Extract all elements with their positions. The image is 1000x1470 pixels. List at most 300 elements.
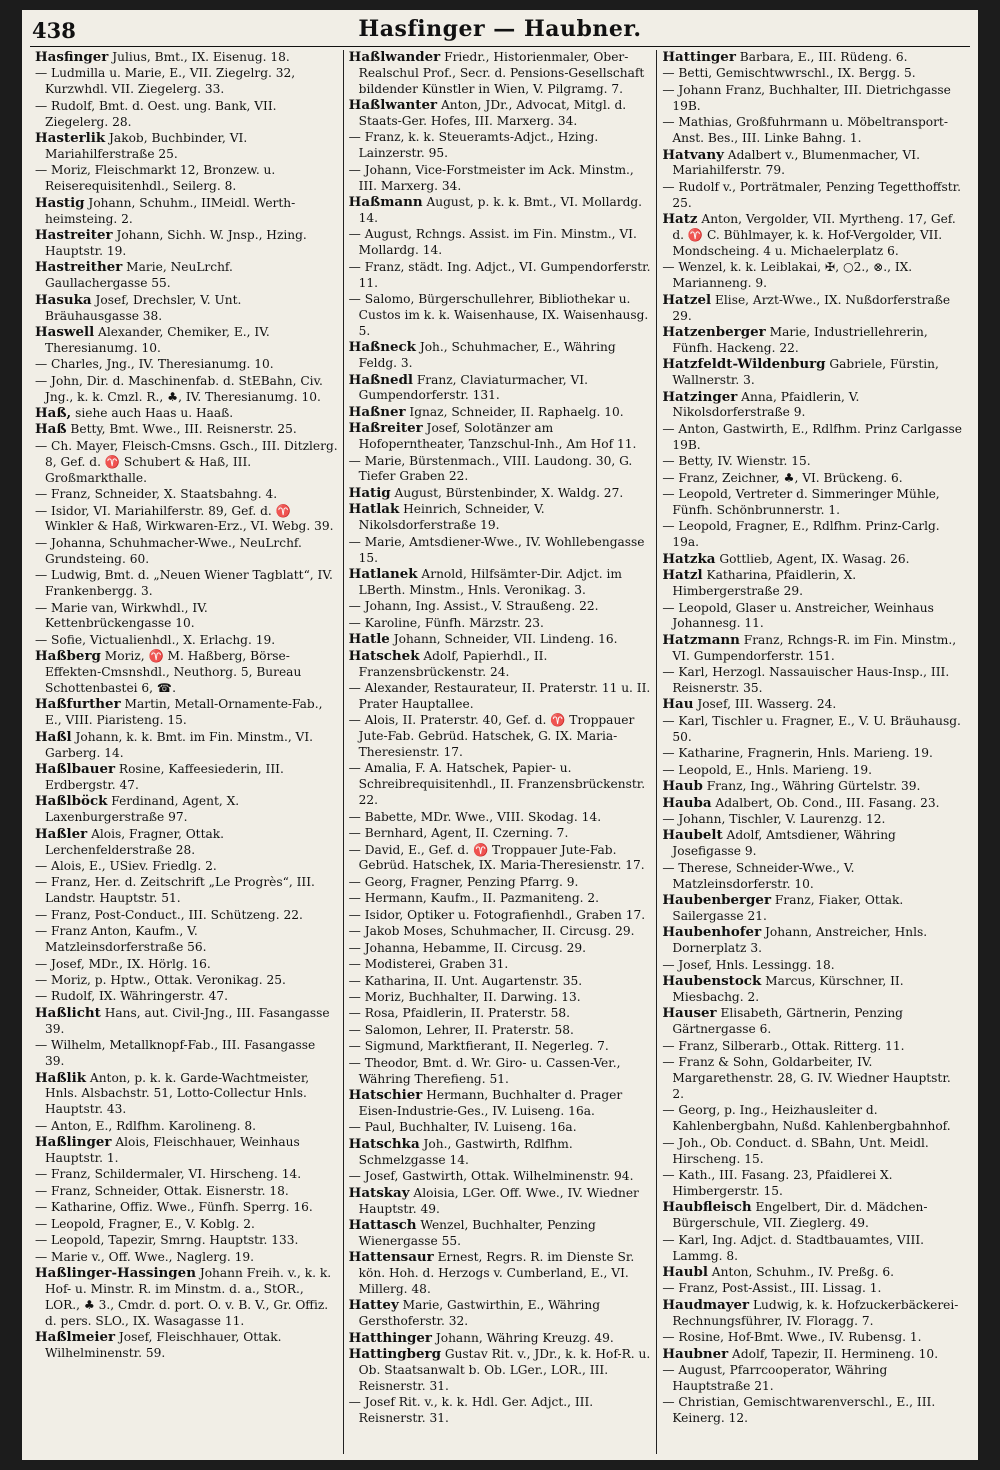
entry-details: Adalbert v., Blumenmacher, VI. Mariahilferstr. 79.: [672, 147, 920, 178]
entry-surname: Haßnedl: [348, 371, 413, 388]
directory-entry: [662, 633, 965, 665]
entry-surname: Haubfleisch: [662, 1199, 752, 1216]
entry-details: — Marie, Bürstenmach., VIII. Laudong. 30, G. Tiefer Graben 22.: [348, 453, 633, 484]
directory-entry: [349, 1006, 652, 1022]
directory-entry: [349, 1088, 652, 1120]
entry-details: — Franz, Zeichner, ♣, VI. Brückeng. 6.: [662, 470, 903, 485]
entry-surname: Hasterlik: [35, 130, 106, 147]
entry-surname: Haßlwanter: [348, 97, 438, 114]
entry-details: Wenzel, Buchhalter, Penzing Wienergasse 55.: [358, 1218, 596, 1248]
directory-entry: [349, 1218, 652, 1250]
directory-entry: [349, 130, 652, 162]
entry-details: Franz, Claviaturmacher, VI. Gumpendorferstr. 131.: [358, 372, 588, 403]
column-2: [344, 50, 658, 1454]
directory-entry: [349, 1250, 652, 1298]
directory-entry: [349, 1169, 652, 1185]
entry-surname: Haubenberger: [662, 892, 772, 909]
entry-details: — Leopold, Glaser u. Anstreicher, Weinhaus Johannesg. 11.: [662, 600, 934, 631]
directory-entry: [35, 1167, 338, 1183]
entry-details: Ignaz, Schneider, II. Raphaelg. 10.: [405, 404, 624, 419]
entry-details: — Franz, Her. d. Zeitschrift „Le Progrès“, III. Landstr. Hauptstr. 51.: [35, 875, 315, 906]
entry-surname: Haßreiter: [348, 420, 423, 437]
directory-entry: [662, 293, 965, 325]
entry-surname: Haßlinger-Hassingen: [35, 1265, 196, 1282]
directory-entry: [35, 859, 338, 875]
directory-entry: [349, 163, 652, 195]
directory-entry: [662, 1136, 965, 1168]
directory-entry: [662, 1395, 965, 1427]
entry-details: Aloisia, LGer. Off. Wwe., IV. Wiedner Hauptstr. 49.: [358, 1185, 639, 1216]
directory-entry: [35, 50, 338, 66]
entry-surname: Hatzfeldt-Wildenburg: [662, 356, 826, 373]
directory-entry: [349, 599, 652, 615]
directory-entry: [662, 357, 965, 389]
entry-details: Johann, Sichh. W. Jnsp., Hzing. Hauptstr. 19.: [45, 228, 307, 258]
entry-details: — Anton, Gastwirth, E., Rdlfhm. Prinz Carlgasse 19B.: [662, 421, 962, 452]
directory-entry: [662, 601, 965, 633]
entry-details: Jakob, Buchbinder, VI. Mariahilferstraße 25.: [45, 131, 248, 161]
directory-entry: [35, 1200, 338, 1216]
entry-details: Josef, III. Wasserg. 24.: [693, 697, 837, 712]
directory-entry: [349, 974, 652, 990]
entry-surname: Hatskay: [348, 1184, 410, 1201]
entry-surname: Hattensaur: [348, 1249, 434, 1266]
entry-details: — Karoline, Fünfh. Märzstr. 23.: [348, 615, 544, 630]
entry-surname: Haubenstock: [662, 973, 762, 990]
entry-details: — Ludwig, Bmt. d. „Neuen Wiener Tagblatt“, IV. Frankenbergg. 3.: [35, 568, 333, 599]
directory-entry: [35, 649, 338, 697]
entry-details: Josef, Drechsler, V. Unt. Bräuhausgasse 38.: [45, 292, 242, 323]
directory-entry: [35, 422, 338, 438]
entry-details: — Johann, Tischler, V. Laurenzg. 12.: [662, 812, 886, 827]
entry-details: — Charles, Jng., IV. Theresianumg. 10.: [35, 357, 274, 372]
directory-entry: [349, 567, 652, 599]
directory-entry: [662, 1265, 965, 1281]
directory-entry: [349, 227, 652, 259]
entry-details: Joh., Schuhmacher, E., Währing Feldg. 3.: [358, 340, 616, 371]
entry-details: Adolf, Amtsdiener, Währing Josefigasse 9.: [672, 828, 896, 859]
directory-entry: [349, 1331, 652, 1347]
directory-entry: [35, 357, 338, 373]
entry-details: Adolf, Tapezir, II. Hermineng. 10.: [728, 1346, 939, 1361]
directory-entry: [662, 1103, 965, 1135]
directory-entry: [35, 1071, 338, 1119]
entry-details: — Karl, Ing. Adjct. d. Stadtbauamtes, VIII. Lammg. 8.: [662, 1232, 925, 1263]
entry-details: — August, Pfarrcooperator, Währing Hauptstraße 21.: [662, 1363, 888, 1393]
directory-entry: [349, 632, 652, 648]
entry-surname: Hau: [662, 696, 694, 713]
entry-details: — Babette, MDr. Wwe., VIII. Skodag. 14.: [348, 809, 602, 824]
directory-entry: [662, 779, 965, 795]
entry-surname: Haßlik: [35, 1069, 87, 1086]
directory-entry: [35, 196, 338, 228]
entry-details: Betty, Bmt. Wwe., III. Reisnerstr. 25.: [66, 422, 297, 437]
directory-entry: [662, 325, 965, 357]
entry-surname: Haßl: [35, 728, 72, 745]
directory-entry: [349, 1039, 652, 1055]
entry-details: Josef, Solotänzer am Hofoperntheater, Tanzschul-Inh., Am Hof 11.: [358, 421, 637, 452]
entry-details: — Leopold, Fragner, E., Rdlfhm. Prinz-Carlg. 19a.: [662, 519, 940, 550]
directory-entry: [35, 827, 338, 859]
entry-details: — Rudolf v., Porträtmaler, Penzing Tegetthoffstr. 25.: [662, 179, 961, 210]
directory-entry: [662, 390, 965, 422]
entry-details: — Ch. Mayer, Fleisch-Cmsns. Gsch., III. Ditzlerg. 8, Gef. d. ♈ Schubert & Haß, III. Großmarkthalle.: [35, 438, 338, 485]
directory-entry: [349, 681, 652, 713]
directory-entry: [662, 1039, 965, 1055]
directory-entry: [349, 616, 652, 632]
entry-surname: Hatschier: [348, 1087, 423, 1104]
directory-entry: [662, 454, 965, 470]
entry-details: Gabriele, Fürstin, Wallnerstr. 3.: [672, 357, 939, 388]
entry-surname: Hattey: [348, 1297, 399, 1314]
entry-details: — Franz, Schildermaler, VI. Hirscheng. 14.: [35, 1167, 302, 1182]
directory-entry: [35, 163, 338, 195]
entry-details: — Johann Franz, Buchhalter, III. Dietrichgasse 19B.: [662, 82, 951, 113]
entry-details: — Rudolf, Bmt. d. Oest. ung. Bank, VII. Ziegelerg. 28.: [35, 98, 277, 129]
directory-entry: [662, 519, 965, 551]
entry-details: — Leopold, Fragner, E., V. Koblg. 2.: [35, 1216, 255, 1231]
directory-entry: [662, 1298, 965, 1330]
entry-details: Adolf, Papierhdl., II. Franzensbrückenstr. 24.: [358, 648, 548, 679]
directory-entry: [349, 486, 652, 502]
entry-details: — Ludmilla u. Marie, E., VII. Ziegelrg. 32, Kurzwhdl. VII. Ziegelerg. 33.: [35, 66, 296, 97]
entry-details: Anton, JDr., Advocat, Mitgl. d. Staats-Ger. Hofes, III. Marxerg. 34.: [358, 98, 627, 129]
directory-entry: [35, 875, 338, 907]
columns: [30, 50, 970, 1454]
entry-details: Elisabeth, Gärtnerin, Penzing Gärtnergasse 6.: [672, 1006, 903, 1037]
entry-surname: Haß: [35, 421, 67, 438]
entry-details: Johann, Anstreicher, Hnls. Dornerplatz 3.: [672, 925, 928, 956]
entry-details: — Franz, Post-Assist., III. Lissag. 1.: [662, 1281, 882, 1296]
entry-surname: Hattinger: [662, 50, 736, 65]
entry-details: Anton, Schuhm., IV. Preßg. 6.: [707, 1264, 894, 1279]
directory-entry: [35, 1330, 338, 1362]
directory-entry: [662, 1347, 965, 1363]
entry-details: — Theodor, Bmt. d. Wr. Giro- u. Cassen-Ver., Währing Therefieng. 51.: [348, 1055, 621, 1086]
entry-surname: Haßmann: [348, 194, 423, 211]
entry-details: Marie, NeuLrchf. Gaullachergasse 55.: [45, 260, 233, 291]
entry-details: Marie, Industriellehrerin, Fünfh. Hackeng. 22.: [672, 324, 928, 355]
directory-entry: [349, 50, 652, 98]
entry-surname: Haubner: [662, 1345, 729, 1362]
directory-entry: [35, 633, 338, 649]
entry-details: Anna, Pfaidlerin, V. Nikolsdorferstraße 9.: [672, 389, 860, 420]
entry-surname: Hattingberg: [348, 1346, 441, 1363]
column-3: [657, 50, 970, 1454]
directory-entry: [35, 1184, 338, 1200]
entry-details: — Johann, Ing. Assist., V. Straußeng. 22.: [348, 599, 599, 614]
directory-entry: [35, 228, 338, 260]
directory-entry: [349, 373, 652, 405]
directory-entry: [349, 195, 652, 227]
entry-details: — Paul, Buchhalter, IV. Luiseng. 16a.: [348, 1120, 577, 1135]
directory-entry: [349, 502, 652, 534]
entry-surname: Hasfinger: [35, 50, 109, 65]
entry-details: Josef, Fleischhauer, Ottak. Wilhelminenstr. 59.: [45, 1330, 282, 1361]
entry-details: — Isidor, VI. Mariahilferstr. 89, Gef. d. ♈ Winkler & Haß, Wirkwaren-Erz., VI. Webg. 39.: [35, 503, 334, 534]
entry-details: Ludwig, k. k. Hofzuckerbäckerei-Rechnungsführer, IV. Floragg. 7.: [672, 1297, 959, 1328]
directory-entry: [662, 1330, 965, 1346]
entry-details: — Franz, städt. Ing. Adjct., VI. Gumpendorferstr. 11.: [348, 259, 651, 290]
entry-details: — Anton, E., Rdlfhm. Karolineng. 8.: [35, 1118, 257, 1133]
entry-details: — Sofie, Victualienhdl., X. Erlachg. 19.: [35, 632, 276, 647]
entry-details: Johann, Währing Kreuzg. 49.: [431, 1330, 614, 1345]
directory-entry: [349, 1120, 652, 1136]
directory-entry: [35, 536, 338, 568]
directory-entry: [349, 843, 652, 875]
directory-entry: [35, 406, 338, 422]
entry-details: August, Bürstenbinder, X. Waldg. 27.: [390, 485, 624, 500]
directory-entry: [35, 1266, 338, 1329]
directory-entry: [35, 762, 338, 794]
directory-entry: [349, 292, 652, 340]
entry-details: Ferdinand, Agent, X. Laxenburgerstraße 97.: [45, 794, 240, 825]
entry-details: Gottlieb, Agent, IX. Wasag. 26.: [715, 551, 910, 566]
entry-surname: Haßlwander: [348, 50, 441, 65]
entry-details: — Johann, Vice-Forstmeister im Ack. Minstm., III. Marxerg. 34.: [348, 162, 634, 193]
directory-entry: [662, 1168, 965, 1200]
directory-entry: [35, 487, 338, 503]
entry-details: — Franz Anton, Kaufm., V. Matzleinsdorferstraße 56.: [35, 924, 207, 955]
entry-details: — Modisterei, Graben 31.: [348, 957, 509, 972]
page-header: [30, 16, 970, 47]
entry-details: — David, E., Gef. d. ♈ Troppauer Jute-Fab. Gebrüd. Hatschek, IX. Maria-Theresienstr. 17.: [348, 842, 645, 873]
entry-details: — Katharina, II. Unt. Augartenstr. 35.: [348, 973, 583, 988]
directory-entry: [35, 131, 338, 163]
entry-details: — Moriz, Fleischmarkt 12, Bronzew. u. Reiserequisitenhdl., Seilerg. 8.: [35, 163, 276, 194]
directory-entry: [35, 1233, 338, 1249]
directory-entry: [35, 439, 338, 487]
directory-entry: [349, 1137, 652, 1169]
directory-entry: [662, 796, 965, 812]
entry-details: — Leopold, Vertreter d. Simmeringer Mühle, Fünfh. Schönbrunnerstr. 1.: [662, 487, 940, 517]
entry-surname: Haßlbauer: [35, 761, 116, 778]
directory-entry: [662, 260, 965, 292]
directory-entry: [662, 828, 965, 860]
directory-entry: [662, 1233, 965, 1265]
entry-surname: Hatzinger: [662, 388, 738, 405]
entry-surname: Hatschek: [348, 647, 420, 664]
directory-entry: [35, 1217, 338, 1233]
directory-entry: [349, 826, 652, 842]
directory-entry: [349, 875, 652, 891]
entry-details: Franz, Rchngs-R. im Fin. Minstm., VI. Gumpendorferstr. 151.: [672, 632, 957, 663]
entry-surname: Haßneck: [348, 339, 416, 356]
entry-details: Martin, Metall-Ornamente-Fab., E., VIII. Piaristeng. 15.: [45, 697, 323, 728]
directory-entry: [662, 714, 965, 746]
entry-surname: Haswell: [35, 323, 95, 340]
directory-entry: [662, 1200, 965, 1232]
entry-surname: Hastreither: [35, 259, 123, 276]
directory-entry: [662, 487, 965, 519]
entry-details: — Katharine, Fragnerin, Hnls. Marieng. 19.: [662, 746, 933, 761]
directory-entry: [662, 568, 965, 600]
entry-details: Johann Freih. v., k. k. Hof- u. Minstr. R. im Minstm. d. a., StOR., LOR., ♣ 3., Cmdr. d. port. O. v. B. V., Gr. Offiz. d. pers. SLO., IX. Wasagasse 11.: [45, 1266, 332, 1328]
entry-surname: Hatlanek: [348, 566, 418, 582]
directory-entry: [349, 649, 652, 681]
entry-details: Elise, Arzt-Wwe., IX. Nußdorferstraße 29.: [672, 292, 951, 323]
directory-entry: [35, 973, 338, 989]
entry-details: — Josef, MDr., IX. Hörlg. 16.: [35, 956, 211, 971]
entry-surname: Haubenhofer: [662, 924, 762, 941]
entry-surname: Haßlicht: [35, 1004, 101, 1021]
entry-details: — Franz, k. k. Steueramts-Adjct., Hzing. Lainzerstr. 95.: [348, 130, 599, 161]
directory-entry: [662, 180, 965, 212]
entry-details: — John, Dir. d. Maschinenfab. d. StEBahn, Civ. Jng., k. k. Cmzl. R., ♣, IV. Theresianumg. 10.: [35, 373, 323, 404]
entry-details: Franz, Ing., Währing Gürtelstr. 39.: [702, 779, 921, 794]
directory-entry: [662, 552, 965, 568]
entry-details: — Betti, Gemischtwwrschl., IX. Bergg. 5.: [662, 66, 916, 81]
entry-details: Alois, Fragner, Ottak. Lerchenfelderstraße 28.: [45, 826, 225, 857]
directory-entry: [349, 340, 652, 372]
entry-details: — Franz & Sohn, Goldarbeiter, IV. Margarethenstr. 28, G. IV. Wiedner Hauptstr. 2.: [662, 1055, 951, 1101]
directory-entry: [662, 958, 965, 974]
entry-details: Rosine, Kaffeesiederin, III. Erdbergstr. 47.: [45, 762, 284, 792]
entry-details: — Marie, Amtsdiener-Wwe., IV. Wohllebengasse 15.: [348, 534, 645, 565]
directory-entry: [662, 1006, 965, 1038]
entry-details: Franz, Fiaker, Ottak. Sailergasse 21.: [672, 893, 904, 923]
directory-entry: [349, 713, 652, 761]
entry-surname: Hatz: [662, 211, 698, 228]
entry-details: Engelbert, Dir. d. Mädchen-Bürgerschule, VII. Zieglerg. 49.: [672, 1200, 928, 1231]
directory-entry: [349, 1298, 652, 1330]
entry-details: — Leopold, E., Hnls. Marieng. 19.: [662, 762, 872, 777]
entry-details: — Georg, p. Ing., Heizhausleiter d. Kahlenbergbahn, Nußd. Kahlenbergbahnhof.: [662, 1103, 951, 1134]
entry-details: — Josef, Gastwirth, Ottak. Wilhelminenstr. 94.: [348, 1169, 634, 1184]
directory-entry: [35, 697, 338, 729]
directory-entry: [662, 1055, 965, 1103]
entry-details: — Katharine, Offiz. Wwe., Fünfh. Sperrg. 16.: [35, 1200, 313, 1215]
directory-entry: [35, 293, 338, 325]
directory-entry: [662, 66, 965, 82]
directory-entry: [35, 260, 338, 292]
directory-entry: [662, 746, 965, 762]
entry-details: Johann, Schuhm., IIMeidl. Werth-heimsteing. 2.: [45, 195, 296, 226]
directory-entry: [35, 568, 338, 600]
entry-details: — Salomon, Lehrer, II. Praterstr. 58.: [348, 1022, 574, 1037]
directory-entry: [662, 812, 965, 828]
entry-details: — Marie v., Off. Wwe., Naglerg. 19.: [35, 1249, 255, 1264]
entry-surname: Hatzel: [662, 291, 712, 308]
entry-details: Barbara, E., III. Rüdeng. 6.: [735, 50, 908, 64]
directory-entry: [35, 1119, 338, 1135]
entry-surname: Hatschka: [348, 1135, 420, 1152]
entry-surname: Haub: [662, 778, 703, 795]
entry-details: Julius, Bmt., IX. Eisenug. 18.: [108, 50, 290, 64]
entry-details: Anton, Vergolder, VII. Myrtheng. 17, Gef. d. ♈ C. Bühlmayer, k. k. Hof-Vergolder, VII. Mondscheing. 4 u. Michaelerplatz 6.: [672, 212, 956, 258]
directory-entry: [349, 535, 652, 567]
entry-details: Arnold, Hilfsämter-Dir. Adjct. im LBerth. Minstm., Hnls. Veronikag. 3.: [358, 567, 622, 597]
directory-entry: [35, 99, 338, 131]
entry-surname: Haubelt: [662, 827, 723, 844]
directory-entry: [35, 1250, 338, 1266]
entry-surname: Hatvany: [662, 146, 724, 163]
directory-entry: [349, 1395, 652, 1427]
directory-entry: [35, 989, 338, 1005]
directory-entry: [349, 405, 652, 421]
directory-entry: [35, 66, 338, 98]
entry-details: — Johanna, Schuhmacher-Wwe., NeuLrchf. Grundsteing. 60.: [35, 535, 302, 566]
entry-details: — Alois, II. Praterstr. 40, Gef. d. ♈ Troppauer Jute-Fab. Gebrüd. Hatschek, G. IX. Maria-Theresienstr. 17.: [348, 713, 635, 760]
entry-details: — Hermann, Kaufm., II. Pazmaniteng. 2.: [348, 891, 600, 906]
directory-entry: [35, 730, 338, 762]
directory-entry: [35, 1006, 338, 1038]
entry-surname: Hatig: [348, 484, 391, 501]
directory-entry: [662, 212, 965, 260]
directory-entry: [349, 908, 652, 924]
entry-details: — Therese, Schneider-Wwe., V. Matzleinsdorferstr. 10.: [662, 860, 855, 891]
entry-details: — Salomo, Bürgerschullehrer, Bibliothekar u. Custos im k. k. Waisenhause, IX. Waisenhausg. 5.: [348, 292, 649, 338]
directory-entry: [662, 83, 965, 115]
entry-surname: Hauser: [662, 1005, 717, 1022]
directory-entry: [349, 761, 652, 809]
directory-entry: [35, 504, 338, 536]
entry-details: — Mathias, Großfuhrmann u. Möbeltransport-Anst. Bes., III. Linke Bahng. 1.: [662, 115, 948, 146]
directory-entry: [662, 697, 965, 713]
entry-surname: Hatthinger: [348, 1329, 432, 1346]
directory-entry: [349, 1056, 652, 1088]
entry-details: — Georg, Fragner, Penzing Pfarrg. 9.: [348, 874, 579, 889]
entry-details: Johann, k. k. Bmt. im Fin. Minstm., VI. Garberg. 14.: [45, 729, 314, 760]
directory-entry: [662, 763, 965, 779]
entry-details: — Amalia, F. A. Hatschek, Papier- u. Schreibrequisitenhdl., II. Franzensbrückenstr. 22.: [348, 761, 646, 808]
directory-entry: [349, 1347, 652, 1395]
entry-surname: Hastreiter: [35, 227, 113, 244]
entry-details: Hermann, Buchhalter d. Prager Eisen-Industrie-Ges., IV. Luiseng. 16a.: [358, 1088, 623, 1119]
entry-details: — Alois, E., USiev. Friedlg. 2.: [35, 859, 217, 873]
entry-details: — Bernhard, Agent, II. Czerning. 7.: [348, 826, 569, 841]
directory-entry: [35, 908, 338, 924]
directory-entry: [349, 941, 652, 957]
entry-surname: Haßberg: [35, 648, 101, 665]
entry-details: — August, Rchngs. Assist. im Fin. Minstm., VI. Mollardg. 14.: [348, 227, 637, 258]
entry-details: Alexander, Chemiker, E., IV. Theresianumg. 10.: [45, 324, 270, 355]
entry-details: — Rosine, Hof-Bmt. Wwe., IV. Rubensg. 1.: [662, 1330, 922, 1345]
directory-entry: [662, 422, 965, 454]
directory-entry: [662, 148, 965, 180]
entry-details: — Joh., Ob. Conduct. d. SBahn, Unt. Meidl. Hirscheng. 15.: [662, 1135, 929, 1166]
entry-details: Alois, Fleischhauer, Weinhaus Hauptstr. 1.: [45, 1135, 300, 1165]
page-number: 438: [32, 18, 76, 43]
entry-details: — Franz, Schneider, X. Staatsbahng. 4.: [35, 487, 278, 502]
entry-details: Hans, aut. Civil-Jng., III. Fasangasse 39.: [45, 1005, 330, 1036]
directory-entry: [662, 974, 965, 1006]
entry-details: Johann, Schneider, VII. Lindeng. 16.: [389, 632, 618, 647]
entry-details: — Rudolf, IX. Währingerstr. 47.: [35, 989, 228, 1004]
column-1: [30, 50, 344, 1454]
entry-details: — Betty, IV. Wienstr. 15.: [662, 454, 811, 469]
entry-details: Marie, Gastwirthin, E., Währing Gersthoferstr. 32.: [358, 1298, 601, 1329]
entry-surname: Haßfurther: [35, 696, 121, 713]
entry-details: Marcus, Kürschner, II. Miesbachg. 2.: [672, 974, 904, 1005]
entry-surname: Hatzenberger: [662, 323, 766, 340]
entry-details: — Rosa, Pfaidlerin, II. Praterstr. 58.: [348, 1006, 570, 1021]
directory-entry: [349, 1186, 652, 1218]
directory-entry: [349, 98, 652, 130]
directory-entry: [349, 454, 652, 486]
entry-surname: Hatzka: [662, 550, 716, 567]
entry-surname: Hatzmann: [662, 631, 740, 648]
entry-details: Ernest, Regrs. R. im Dienste Sr. kön. Hoh. d. Herzogs v. Cumberland, E., VI. Millerg. 48.: [358, 1250, 635, 1297]
entry-details: siehe auch Haas u. Haaß.: [71, 406, 234, 421]
entry-details: — Moriz, p. Hptw., Ottak. Veronikag. 25.: [35, 972, 286, 987]
entry-details: — Marie van, Wirkwhdl., IV. Kettenbrückengasse 10.: [35, 600, 208, 631]
entry-details: — Christian, Gemischtwarenverschl., E., III. Keinerg. 12.: [662, 1395, 936, 1426]
entry-surname: Hasuka: [35, 291, 92, 308]
entry-surname: Haubl: [662, 1263, 708, 1280]
entry-details: Moriz, ♈ M. Haßberg, Börse-Effekten-Cmsnshdl., Neuthorg. 5, Bureau Schottenbastei 6, ☎.: [45, 649, 302, 695]
entry-surname: Hatlak: [348, 501, 400, 518]
